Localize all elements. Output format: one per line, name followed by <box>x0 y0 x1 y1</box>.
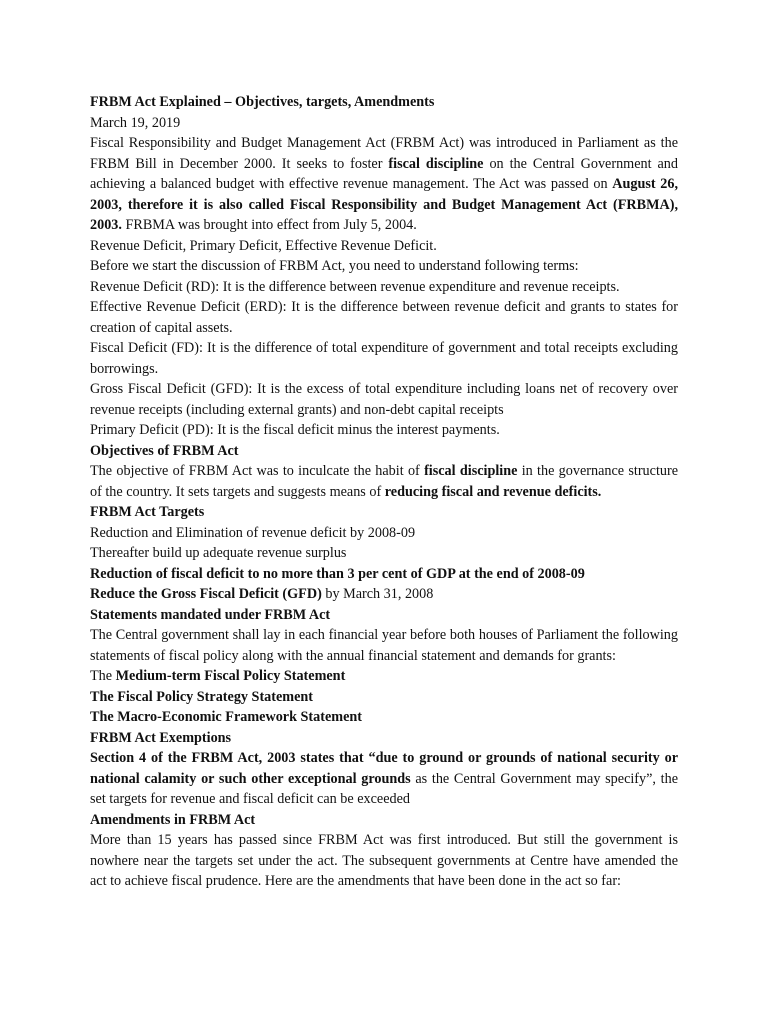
exemptions-heading: FRBM Act Exemptions <box>90 729 232 746</box>
term-primary-deficit: Primary Deficit (PD): It is the fiscal deficit minus the interest payments. <box>90 422 500 438</box>
statement-item-2: The Fiscal Policy Strategy Statement <box>90 688 314 705</box>
amendments-paragraph: More than 15 years has passed since FRBM Act was first introduced. But still the government is nowhere near the targets set under the act. The subsequent governments at Centre have amended the act to achieve fiscal prudence. Here are the amendments that have been done in the act so far: <box>90 832 678 889</box>
target-item-4-bold: Reduce the Gross Fiscal Deficit (GFD) <box>90 586 322 602</box>
statement-item-1 <box>90 666 678 687</box>
amendments-heading: Amendments in FRBM Act <box>90 811 256 828</box>
exemptions-text: as the Central Government may specify”, the set targets for revenue and fiscal deficit can be exceeded <box>90 770 679 807</box>
target-item-4 <box>90 584 678 605</box>
objectives-text-2: in the governance structure of the country. It sets targets and suggests means of <box>90 463 678 500</box>
target-item-1: Reduction and Elimination of revenue deficit by 2008-09 <box>90 524 416 541</box>
objectives-paragraph <box>90 461 678 502</box>
target-item-2: Thereafter build up adequate revenue surplus <box>90 545 347 561</box>
target-item-3: Reduction of fiscal deficit to no more than 3 per cent of GDP at the end of 2008-09 <box>90 565 585 582</box>
objectives-text-1: The objective of FRBM Act was to inculcate the habit of <box>90 463 425 479</box>
statements-heading: Statements mandated under FRBM Act <box>90 606 331 623</box>
term-effective-revenue-deficit: Effective Revenue Deficit (ERD): It is the difference between revenue deficit and grants to states for creation of capital assets. <box>90 299 678 336</box>
intro-text-3: FRBMA was brought into effect from July 5, 2004. <box>121 217 417 233</box>
document-page <box>90 92 678 892</box>
intro-bold-2: August 26, 2003, therefore it is also called Fiscal Responsibility and Budget Management Act (FRBMA), 2003. <box>90 176 678 233</box>
intro-text-1: Fiscal Responsibility and Budget Management Act (FRBM Act) was introduced in Parliament as the FRBM Bill in December 2000. It seeks to foster <box>90 135 678 172</box>
target-item-4-text: by March 31, 2008 <box>321 586 434 602</box>
objectives-bold-2: reducing fiscal and revenue deficits. <box>384 483 602 500</box>
intro-bold-1: fiscal discipline <box>388 155 484 172</box>
targets-heading: FRBM Act Targets <box>90 504 205 520</box>
exemptions-bold: Section 4 of the FRBM Act, 2003 states that “due to ground or grounds of national security or national calamity or such other exceptional grounds <box>90 750 678 787</box>
statement-item-1-prefix: The <box>90 668 116 684</box>
terms-intro: Before we start the discussion of FRBM Act, you need to understand following terms: <box>90 258 579 274</box>
exemptions-paragraph <box>90 748 678 810</box>
document-title: FRBM Act Explained – Objectives, targets, Amendments <box>90 94 435 110</box>
term-revenue-deficit: Revenue Deficit (RD): It is the difference between revenue expenditure and revenue receipts. <box>90 278 620 295</box>
statements-paragraph: The Central government shall lay in each financial year before both houses of Parliament the following statements of fiscal policy along with the annual financial statement and demands for grants: <box>90 627 678 664</box>
intro-text-2: on the Central Government and achieving a balanced budget with effective revenue management. The Act was passed on <box>90 155 678 192</box>
document-date: March 19, 2019 <box>90 114 181 131</box>
objectives-bold-1: fiscal discipline <box>424 463 518 479</box>
term-gross-fiscal-deficit: Gross Fiscal Deficit (GFD): It is the excess of total expenditure including loans net of recovery over revenue receipts (including external grants) and non-debt capital receipts <box>90 381 678 418</box>
statement-item-3: The Macro-Economic Framework Statement <box>90 709 362 725</box>
objectives-heading: Objectives of FRBM Act <box>90 442 239 459</box>
term-fiscal-deficit: Fiscal Deficit (FD): It is the difference of total expenditure of government and total receipts excluding borrowings. <box>90 340 678 377</box>
intro-paragraph <box>90 133 678 236</box>
statement-item-1-bold: Medium-term Fiscal Policy Statement <box>115 668 346 684</box>
terms-title: Revenue Deficit, Primary Deficit, Effective Revenue Deficit. <box>90 237 437 254</box>
